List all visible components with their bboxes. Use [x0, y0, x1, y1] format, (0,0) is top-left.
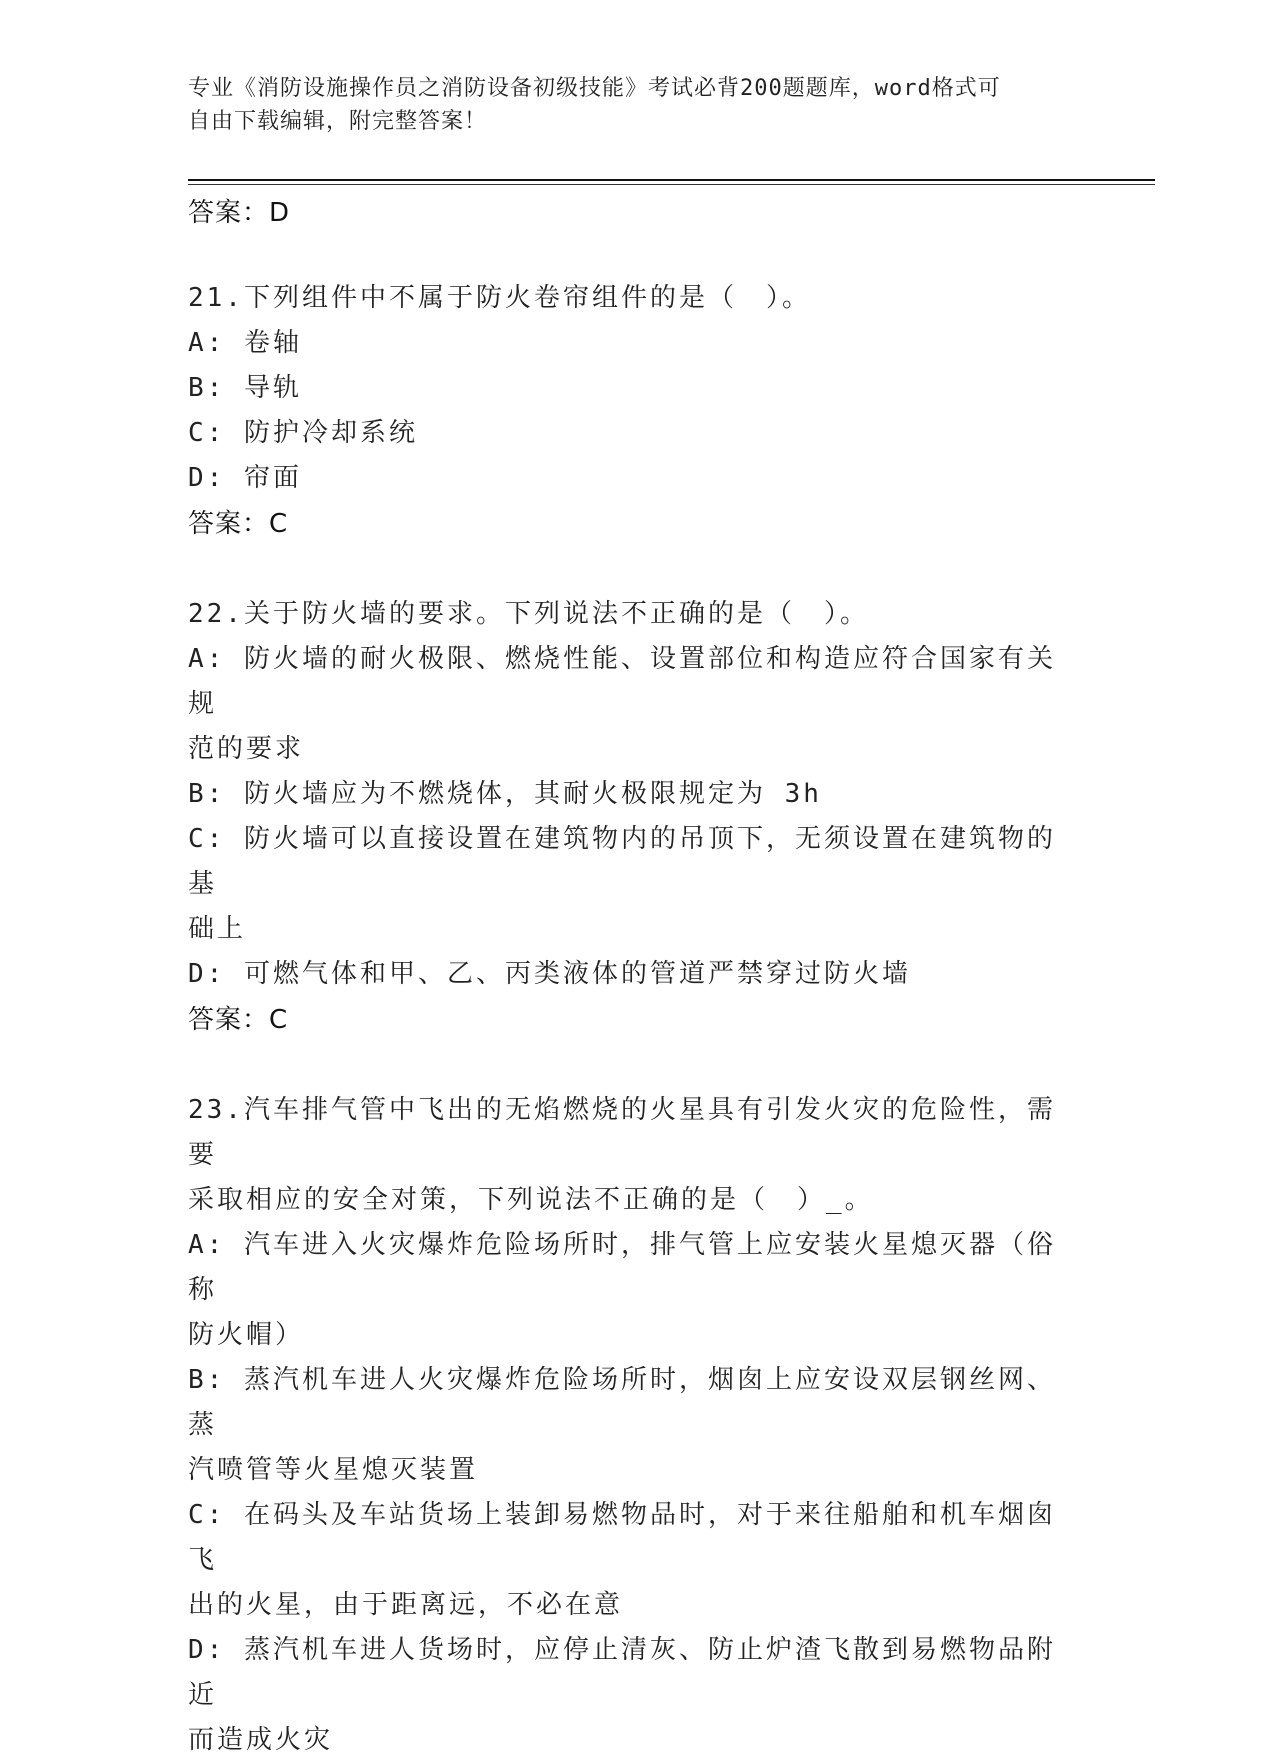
question-block-22 [188, 592, 1068, 1043]
header-divider-thick [188, 179, 1155, 181]
question-stem-line: 采取相应的安全对策，下列说法不正确的是（ ）_。 [188, 1185, 874, 1215]
question-block-21 [188, 276, 1068, 547]
option-line: C: 防护冷却系统 [188, 418, 418, 448]
option-d [188, 456, 1068, 501]
option-line: 防火帽） [188, 1320, 305, 1350]
option-line: 础上 [188, 914, 247, 944]
option-d [188, 952, 1068, 997]
question-stem [188, 592, 1068, 637]
option-line: B: 防火墙应为不燃烧体，其耐火极限规定为 3h [188, 779, 822, 809]
document-header [188, 72, 1068, 138]
option-line: A: 卷轴 [188, 328, 302, 358]
option-line: 范的要求 [188, 734, 305, 764]
answer-line: 答案：C [188, 509, 289, 539]
option-line: D: 可燃气体和甲、乙、丙类液体的管道严禁穿过防火墙 [188, 959, 911, 989]
question-stem-line: 21.下列组件中不属于防火卷帘组件的是（ ）。 [188, 283, 811, 313]
document-body [188, 190, 1068, 1763]
option-line: C: 防火墙可以直接设置在建筑物内的吊顶下，无须设置在建筑物的基 [188, 824, 1056, 899]
header-divider-thin [188, 184, 1155, 185]
option-a [188, 1223, 1068, 1358]
question-block-23 [188, 1088, 1068, 1763]
option-a [188, 321, 1068, 366]
header-line-1: 专业《消防设施操作员之消防设备初级技能》考试必背200题题库，word格式可 [188, 76, 1001, 101]
option-line: A: 防火墙的耐火极限、燃烧性能、设置部位和构造应符合国家有关规 [188, 644, 1056, 719]
option-line: 而造成火灾 [188, 1725, 334, 1755]
option-line: B: 蒸汽机车进人火灾爆炸危险场所时，烟囱上应安设双层钢丝网、蒸 [188, 1365, 1056, 1440]
option-line: B: 导轨 [188, 373, 302, 403]
question-stem-line: 23.汽车排气管中飞出的无焰燃烧的火星具有引发火灾的危险性，需要 [188, 1095, 1056, 1170]
option-c [188, 1493, 1068, 1628]
option-a [188, 637, 1068, 772]
option-line: 出的火星，由于距离远，不必在意 [188, 1590, 624, 1620]
option-line: A: 汽车进入火灾爆炸危险场所时，排气管上应安装火星熄灭器（俗称 [188, 1230, 1056, 1305]
option-line: 汽喷管等火星熄灭装置 [188, 1455, 479, 1485]
question-stem [188, 1088, 1068, 1223]
previous-answer: 答案：D [188, 198, 291, 228]
option-d [188, 1628, 1068, 1763]
option-line: D: 帘面 [188, 463, 302, 493]
option-c [188, 817, 1068, 952]
answer-line: 答案：C [188, 1005, 289, 1035]
header-line-2: 自由下载编辑，附完整答案！ [188, 109, 488, 134]
option-c [188, 411, 1068, 456]
option-b [188, 772, 1068, 817]
option-b [188, 366, 1068, 411]
option-line: D: 蒸汽机车进人货场时，应停止清灰、防止炉渣飞散到易燃物品附近 [188, 1635, 1056, 1710]
option-line: C: 在码头及车站货场上装卸易燃物品时，对于来往船舶和机车烟囱飞 [188, 1500, 1056, 1575]
option-b [188, 1358, 1068, 1493]
question-stem [188, 276, 1068, 321]
question-stem-line: 22.关于防火墙的要求。下列说法不正确的是（ ）。 [188, 599, 869, 629]
